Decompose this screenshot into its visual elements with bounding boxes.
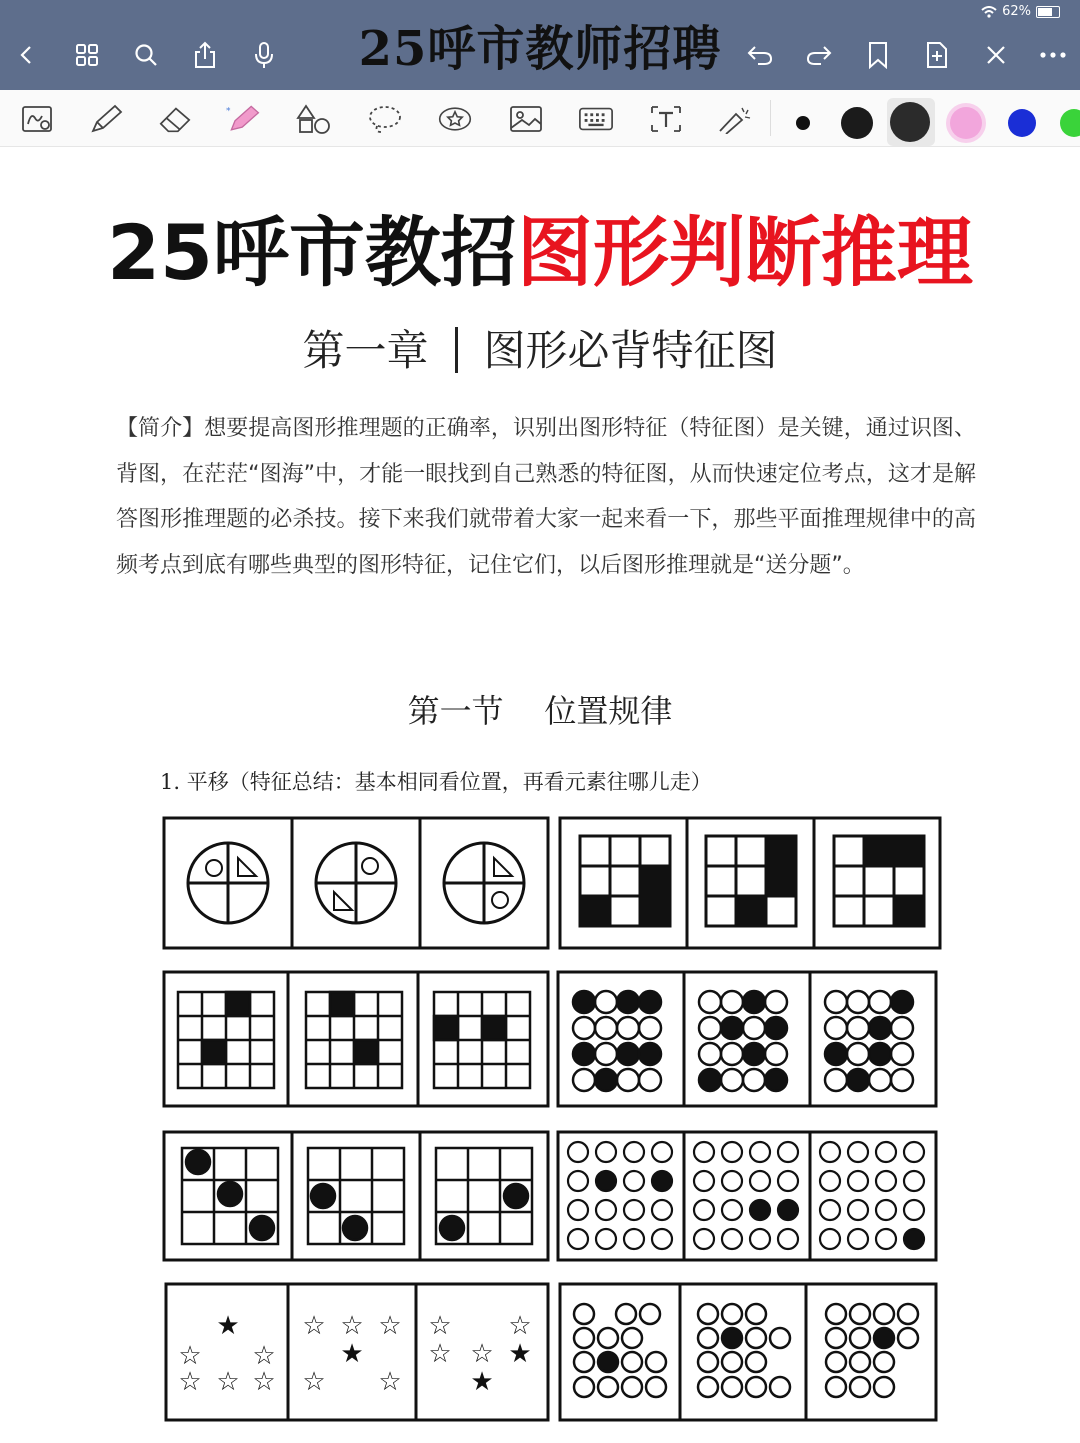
eraser-icon[interactable] xyxy=(157,104,193,134)
ring-cluster-3 xyxy=(826,1304,918,1397)
page-title-black: 25呼市教招 xyxy=(107,208,517,297)
svg-text:☆: ☆ xyxy=(302,1311,326,1341)
circle-array-1 xyxy=(568,1142,672,1249)
circle-array-3 xyxy=(820,1142,924,1249)
bookmark-icon[interactable] xyxy=(863,40,893,70)
shapes-icon[interactable] xyxy=(296,104,332,134)
svg-text:★: ★ xyxy=(508,1339,532,1369)
row1-right-panel xyxy=(560,818,940,948)
quartered-circle-3 xyxy=(444,843,524,923)
sticker-icon[interactable] xyxy=(437,104,473,134)
page-title xyxy=(0,192,1080,301)
status-bar xyxy=(981,4,1060,19)
circle-cluster-3 xyxy=(825,991,913,1091)
color-swatch-large[interactable] xyxy=(890,102,930,142)
more-icon[interactable] xyxy=(1038,40,1068,70)
text-icon[interactable] xyxy=(648,104,684,134)
share-icon[interactable] xyxy=(190,40,220,70)
grid-3x3-3 xyxy=(834,836,924,926)
chapter-heading xyxy=(0,318,1080,378)
svg-text:☆: ☆ xyxy=(178,1341,202,1371)
chapter-number: 第一章 xyxy=(302,326,429,375)
translation-figure xyxy=(160,812,950,1427)
dot-grid-1 xyxy=(182,1148,278,1244)
svg-text:☆: ☆ xyxy=(252,1341,276,1371)
grid-icon[interactable] xyxy=(72,40,102,70)
svg-text:☆: ☆ xyxy=(428,1311,452,1341)
undo-icon[interactable] xyxy=(745,40,775,70)
section-heading: 第一节 位置规律 xyxy=(407,692,673,730)
star-group-1 xyxy=(178,1311,275,1397)
color-swatch-medium[interactable] xyxy=(841,107,873,139)
grid-3x3-1 xyxy=(580,836,670,926)
quartered-circle-1 xyxy=(188,843,268,923)
svg-text:★: ★ xyxy=(340,1339,364,1369)
svg-text:☆: ☆ xyxy=(252,1367,276,1397)
svg-text:☆: ☆ xyxy=(378,1367,402,1397)
drawing-toolbar xyxy=(0,90,1080,147)
row4-right-panel xyxy=(560,1284,936,1420)
dot-grid-2 xyxy=(308,1148,404,1244)
color-swatch-small[interactable] xyxy=(796,116,810,130)
grid-4x4-3 xyxy=(434,992,530,1088)
row2-right-panel xyxy=(558,972,936,1106)
quartered-circle-2 xyxy=(316,843,396,923)
svg-text:☆: ☆ xyxy=(508,1311,532,1341)
app-header xyxy=(0,0,1080,90)
circle-cluster-2 xyxy=(699,991,787,1091)
color-swatch-green[interactable] xyxy=(1060,109,1080,137)
handwriting-icon[interactable] xyxy=(20,104,56,134)
toolbar-divider xyxy=(770,100,771,136)
star-group-3 xyxy=(428,1311,531,1397)
svg-text:★: ★ xyxy=(470,1367,494,1397)
chapter-divider xyxy=(455,327,458,373)
document-title: 25呼市教师招聘 xyxy=(358,21,722,77)
grid-3x3-2 xyxy=(706,836,796,926)
grid-4x4-1 xyxy=(178,992,274,1088)
pen-icon[interactable] xyxy=(88,104,124,134)
circle-cluster-1 xyxy=(573,991,661,1091)
page-title-red: 图形判断推理 xyxy=(516,208,973,297)
row3-right-panel xyxy=(558,1132,936,1260)
color-swatch-blue[interactable] xyxy=(1008,109,1036,137)
svg-text:☆: ☆ xyxy=(302,1367,326,1397)
svg-text:*: * xyxy=(226,106,231,117)
close-icon[interactable] xyxy=(981,40,1011,70)
svg-text:☆: ☆ xyxy=(340,1311,364,1341)
lasso-icon[interactable] xyxy=(367,104,403,134)
row3-left-panel xyxy=(164,1132,548,1260)
battery-icon xyxy=(1036,6,1060,18)
row2-left-panel xyxy=(164,972,548,1106)
image-icon[interactable] xyxy=(508,104,544,134)
laser-pointer-icon[interactable] xyxy=(716,104,752,134)
star-figures xyxy=(178,1311,531,1397)
ring-cluster-1 xyxy=(574,1304,666,1397)
add-page-icon[interactable] xyxy=(922,40,952,70)
svg-text:☆: ☆ xyxy=(178,1367,202,1397)
circle-array-2 xyxy=(694,1142,798,1249)
subheading-translation: 1. 平移（特征总结：基本相同看位置，再看元素往哪儿走） xyxy=(160,770,712,794)
svg-text:★: ★ xyxy=(216,1311,240,1341)
microphone-icon[interactable] xyxy=(249,40,279,70)
back-icon[interactable] xyxy=(12,40,42,70)
dot-grid-3 xyxy=(436,1148,532,1244)
ring-cluster-2 xyxy=(698,1304,790,1397)
svg-text:☆: ☆ xyxy=(428,1339,452,1369)
svg-text:☆: ☆ xyxy=(470,1339,494,1369)
keyboard-icon[interactable] xyxy=(578,104,614,134)
redo-icon[interactable] xyxy=(804,40,834,70)
wifi-icon xyxy=(981,6,997,18)
svg-text:☆: ☆ xyxy=(378,1311,402,1341)
color-swatch-pink[interactable] xyxy=(950,107,982,139)
grid-4x4-2 xyxy=(306,992,402,1088)
battery-percent: 62% xyxy=(1002,4,1031,19)
intro-paragraph: 【简介】想要提高图形推理题的正确率，识别出图形特征（特征图）是关键，通过识图、背图，在茫茫“图海”中，才能一眼找到自己熟悉的特征图，从而快速定位考点，这才是解答图形推理题的必杀技。接下来我们就带着大家一起来看一下，那些平面推理规律中的高频考点到底有哪些典型的图形特征，记住它们，以后图形推理就是“送分题”。 xyxy=(116,416,976,578)
search-icon[interactable] xyxy=(131,40,161,70)
chapter-title: 图形必背特征图 xyxy=(483,326,778,375)
star-group-2 xyxy=(302,1311,401,1397)
highlighter-icon[interactable] xyxy=(226,104,262,134)
svg-text:☆: ☆ xyxy=(216,1367,240,1397)
row1-left-panel xyxy=(164,818,548,948)
